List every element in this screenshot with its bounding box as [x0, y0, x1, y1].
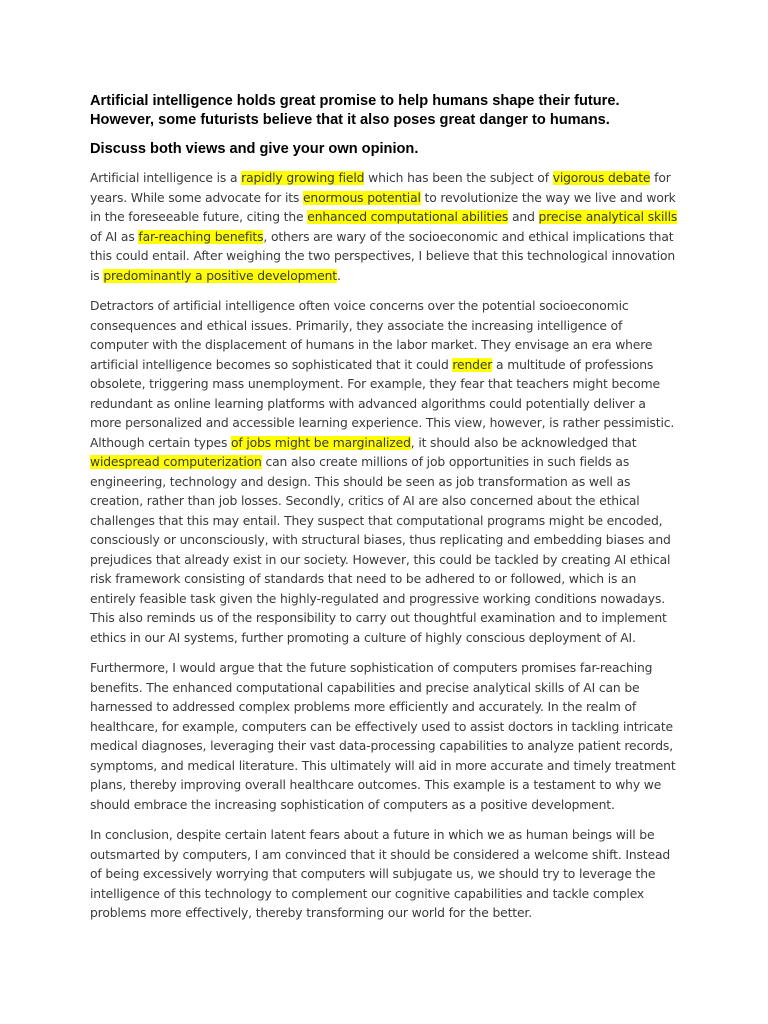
highlighted-phrase: rapidly growing field: [241, 171, 365, 185]
highlighted-phrase: precise analytical skills: [538, 210, 678, 224]
paragraph-text: which has been the subject of: [364, 171, 553, 185]
highlighted-phrase: far-reaching benefits: [138, 229, 264, 244]
paragraph-text: of AI as: [90, 229, 139, 244]
paragraph-text: to revolutionize the way we live and work in the foreseeable future, citing the: [90, 190, 676, 224]
essay-question: [90, 92, 680, 130]
highlighted-phrase: enhanced computational abilities: [307, 210, 509, 224]
document-page: [90, 92, 680, 935]
highlighted-phrase: predominantly a positive development: [103, 268, 337, 283]
paragraph-text: .: [336, 268, 341, 283]
paragraph-text: , it should also be acknowledged that: [410, 435, 637, 450]
paragraph-conclusion: [90, 826, 680, 924]
highlighted-phrase: widespread computerization: [90, 455, 262, 469]
paragraph-text: , others are wary of the socioeconomic and ethical implications that this could entail. After weighing the two perspectives, I believe that this technological innovation is: [90, 229, 676, 283]
highlighted-phrase: vigorous debate: [552, 171, 651, 185]
essay-body: [90, 169, 680, 924]
paragraph-text: can also create millions of job opportunities in such fields as engineering, technology and design. This should be seen as job transformation as well as creation, rather than job losses. Secondly, critics of AI are also concerned about the ethical challenges that this may entail. They suspect that computational programs might be encoded, consciously or unconsciously, with structural biases, thus replicating and embedding biases and prejudices that already exist in our society. However, this could be tackled by creating AI ethical risk framework consisting of standards that need to be adhered to or followed, which is an entirely feasible task given the highly-regulated and progressive working conditions nowadays. This also reminds us of the responsibility to carry out thoughtful examination and to implement ethics in our AI systems, further promoting a culture of highly conscious deployment of AI.: [90, 455, 671, 645]
paragraph-text: a multitude of professions obsolete, triggering mass unemployment. For example, they fear that teachers might become redundant as online learning platforms with advanced algorithms could potentially deliver a more personalized and accessible learning experience. This view, however, is rather pessimistic. Although certain types: [90, 357, 675, 450]
essay-question-line-2: However, some futurists believe that it also poses great danger to humans.: [90, 112, 610, 128]
paragraph-text: In conclusion, despite certain latent fears about a future in which we as human beings will be outsmarted by computers, I am convinced that it should be considered a welcome shift. Instead of being excessively worrying that computers will subjugate us, we should try to leverage the intelligence of this technology to complement our cognitive capabilities and tackle complex problems more effectively, thereby transforming our world for the better.: [90, 828, 671, 920]
essay-question-line-1: Artificial intelligence holds great promise to help humans shape their future.: [90, 93, 620, 109]
highlighted-phrase: of jobs might be marginalized: [231, 435, 411, 450]
paragraph-text: and: [508, 210, 539, 224]
highlighted-phrase: enormous potential: [302, 190, 421, 205]
paragraph-text: Detractors of artificial intelligence often voice concerns over the potential socioeconomic consequences and ethical issues. Primarily, they associate the increasing intelligence of computer with the displacement of humans in the labor market. They envisage an era where artificial intelligence becomes so sophisticated that it could: [90, 299, 653, 372]
highlighted-phrase: render: [452, 357, 493, 372]
essay-prompt: Discuss both views and give your own opinion.: [90, 141, 419, 157]
paragraph-text: Furthermore, I would argue that the future sophistication of computers promises far-reaching benefits. The enhanced computational capabilities and precise analytical skills of AI can be harnessed to addressed complex problems more efficiently and accurately. In the realm of healthcare, for example, computers can be effectively used to assist doctors in tackling intricate medical diagnoses, leveraging their vast data-processing capabilities to analyze patient records, symptoms, and medical literature. This ultimately will aid in more accurate and timely treatment plans, thereby improving overall healthcare outcomes. This example is a testament to why we should embrace the increasing sophistication of computers as a positive development.: [90, 661, 676, 812]
paragraph-text: for years. While some advocate for its: [90, 171, 671, 205]
paragraph-introduction: [90, 169, 680, 286]
paragraph-body-2: [90, 659, 680, 815]
paragraph-text: Artificial intelligence is a: [90, 171, 242, 185]
paragraph-body-1: [90, 297, 680, 648]
